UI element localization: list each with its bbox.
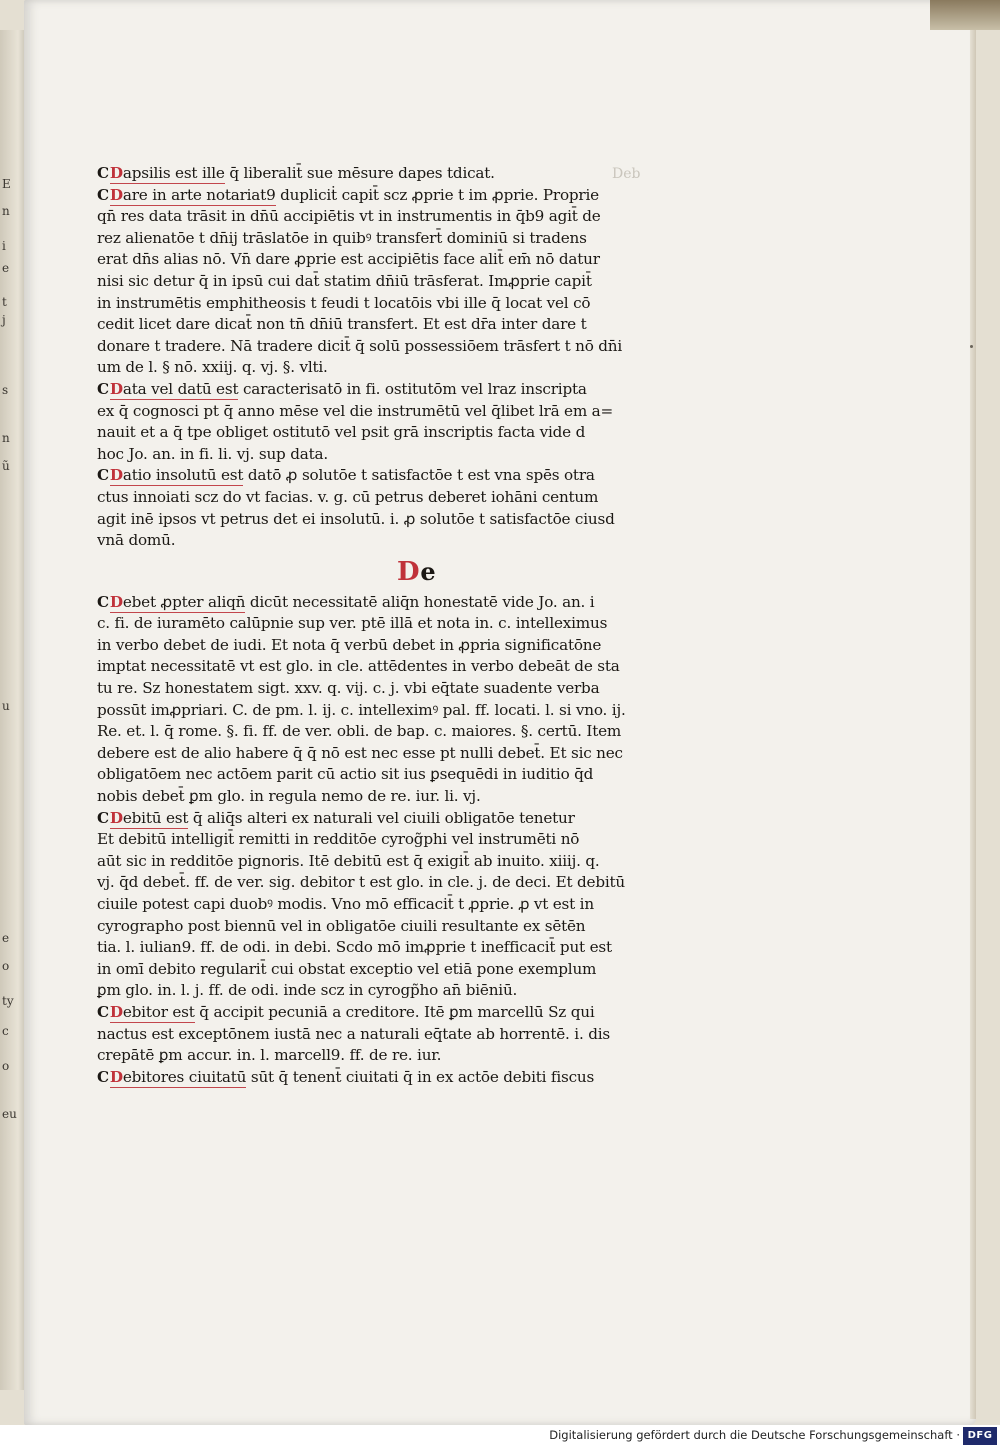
left-page-fragment: ty [2,994,14,1008]
entry-first-line [97,592,722,614]
line-text: ꝑm glo. in. l. j. ff. de odi. inde scz in cyrogp̃ho an̄ biēniū. [97,981,518,1000]
line-text: qn̄ res data trāsit in dn̄ū accipiētis vt in instrumentis in q̄b9 agit̄ de [97,207,601,226]
entry-line [97,959,722,981]
entry-line [97,743,722,765]
entry-line [97,872,722,894]
headword-text: are in arte notariat9 [122,185,276,204]
entry-line [97,249,722,271]
entry-line [97,916,722,938]
line-text: ciuile potest capi duobꝰ modis. Vno mō efficacit̄ t ꝓprie. ꝓ vt est in [97,895,594,913]
digitization-footer [0,1425,1000,1448]
entry-line [97,336,722,358]
entry-line [97,228,722,250]
line-text: nisi sic detur q̄ in ipsū cui dat̄ statim dn̄iū trāsferat. Imꝓprie capit̄ [97,271,592,290]
section-heading-de [97,552,722,592]
rubricated-initial: D [109,1067,123,1086]
headword-text: apsilis est ille [122,164,225,182]
entry-headword [110,164,225,184]
headword-text: ebitor est [122,1002,195,1021]
line-text: nauit et a q̄ tpe obliget ostitutō vel psit grā inscriptis facta vide d [97,423,586,442]
entry-line [97,1045,722,1067]
paragraph-mark: C [97,379,109,398]
headword-text: ata vel datū est [122,379,239,398]
text-column [97,163,722,1088]
entry-line [97,851,722,873]
entry-first-line [97,808,722,830]
line-text: q̄ aliq̄s alteri ex naturali vel ciuili obligatōe tenetur [188,808,575,827]
dictionary-entry [97,808,722,1002]
paragraph-mark: C [97,185,109,204]
line-text: obligatōem nec actōem parit cū actio sit ius ꝑsequēdi in iuditio q̄d [97,765,594,784]
left-page-fragment: eu [2,1107,17,1121]
headword-text: atio insolutū est [122,466,244,485]
line-text: erat dn̄s alias nō. Vn̄ dare ꝓprie est accipiētis face alit̄ em̄ nō datur [97,250,600,269]
dictionary-entry [97,379,722,465]
line-text: nobis debet̄ ꝑm glo. in regula nemo de re. iur. li. vj. [97,787,481,806]
entry-headword [110,186,276,206]
line-text: sūt q̄ tenent̄ ciuitati q̄ in ex actōe debiti fiscus [246,1067,595,1086]
entries-after-heading [97,592,722,1089]
left-page-fragment: o [2,959,10,973]
entries-before-heading [97,163,722,552]
line-text: nactus est exceptōnem iustā nec a naturali eq̄tate ab horrentē. i. dis [97,1024,610,1043]
entry-line [97,937,722,959]
line-text: in instrumētis emphitheosis t feudi t locatōis vbi ille q̄ locat vel cō [97,293,591,312]
entry-headword [110,593,245,613]
entry-line [97,206,722,228]
line-text: ctus innoiati scz do vt facias. v. g. cū petrus deberet iohāni centum [97,487,599,506]
entry-line [97,700,722,722]
entry-headword [110,466,243,486]
line-text: vj. q̄d debet̄. ff. de ver. sig. debitor t est glo. in cle. j. de deci. Et debitū [97,873,626,892]
line-text: Et debitū intelligit̄ remitti in redditōe cyrog̃phi vel instrumēti nō [97,830,580,849]
paragraph-mark: C [97,808,109,827]
line-text: imptat necessitatē vt est glo. in cle. attēdentes in verbo debeāt de sta [97,657,620,676]
dictionary-entry [97,185,722,379]
line-text: dupliciṫ capit̄ scz ꝓprie t im ꝓprie. Proprie [275,185,599,204]
entry-line [97,314,722,336]
line-text: Re. et. l. q̄ rome. §. fi. ff. de ver. obli. de bap. c. maiores. §. certū. Item [97,722,622,741]
entry-line [97,271,722,293]
line-text: in omī debito regularit̄ cui obstat exceptio vel etiā pone exemplum [97,959,597,978]
left-page-fragment: c [2,1024,9,1038]
entry-line [97,980,722,1002]
left-page-fragment: e [2,261,10,275]
paragraph-mark: C [97,592,109,611]
entry-first-line [97,379,722,401]
line-text: caracterisatō in fi. ostitutōm vel lraz inscripta [238,379,587,398]
page-fore-edge [970,4,976,1419]
left-page-fragment: n [2,204,10,218]
footer-credit: Digitalisierung gefördert durch die Deutsche Forschungsgemeinschaft · [549,1428,960,1442]
left-page-fragment: E [2,177,11,191]
line-text: donare t tradere. Nā tradere dicit̄ q̄ solū possessiōem trāsfert t nō dn̄i [97,336,623,355]
entry-line [97,894,722,916]
rubricated-initial: D [109,592,123,611]
entry-headword [110,380,238,400]
margin-dot [970,345,973,348]
entry-line [97,487,722,509]
dictionary-entry [97,163,722,185]
line-text: um de l. § nō. xxiij. q. vj. §. vlti. [97,358,328,377]
line-text: debere est de alio habere q̄ q̄ nō est nec esse pt nulli debet̄. Et sic nec [97,743,623,762]
paragraph-mark: C [97,466,109,485]
left-page-fragment: i [2,239,6,253]
entry-line [97,422,722,444]
left-page-fragment: o [2,1059,10,1073]
line-text: ex q̄ cognosci pt q̄ anno mēse vel die instrumētū vel q̄libet lrā em a= [97,401,614,420]
entry-first-line [97,1002,722,1024]
entry-line [97,509,722,531]
entry-line [97,786,722,808]
entry-line [97,293,722,315]
entry-line [97,721,722,743]
line-text: cyrographo post biennū vel in obligatōe ciuili resultante ex sētēn [97,916,586,935]
entry-headword [110,809,188,829]
line-text: hoc Jo. an. in fi. li. vj. sup data. [97,444,328,463]
entry-line [97,678,722,700]
entry-line [97,656,722,678]
heading-rubricated-initial: D [397,556,420,587]
line-text: vnā domū. [97,531,176,550]
entry-line [97,613,722,635]
dictionary-entry [97,1002,722,1067]
dictionary-entry [97,1067,722,1089]
headword-text: ebitū est [122,808,189,827]
rubricated-initial: D [109,379,123,398]
rubricated-initial: D [109,1002,123,1021]
entry-line [97,401,722,423]
entry-first-line [97,163,722,185]
dictionary-entry [97,592,722,808]
line-text: possūt imꝓpriari. C. de pm. l. ij. c. intelleximꝰ pal. ff. locati. l. si vno. ij. [97,700,626,719]
line-text: crepātē ꝑm accur. in. l. marcell9. ff. de re. iur. [97,1046,442,1065]
paragraph-mark: C [97,1002,109,1021]
line-text: c. fi. de iuramēto calūpnie sup ver. ptē illā et nota in. c. intelleximus [97,614,608,633]
dictionary-entry [97,465,722,551]
left-page-fragment: s [2,383,9,397]
entry-line [97,635,722,657]
entry-headword [110,1003,195,1023]
line-text: tu re. Sz honestatem sigt. xxv. q. vij. c. j. vbi eq̄tate suadente verba [97,679,600,698]
line-text: q̄ accipit pecuniā a creditore. Itē ꝑm marcellū Sz qui [194,1002,595,1021]
line-text: rez alienatōe t dn̄ij trāslatōe in quibꝰ transfert̄ dominiū si tradens [97,228,587,247]
rubricated-initial: D [109,185,123,204]
show-through-running-mark: Deb [612,166,641,182]
entry-line [97,530,722,552]
line-text: aūt sic in redditōe pignoris. Itē debitū est q̄ exigit̄ ab inuito. xiiij. q. [97,851,600,870]
headword-text: ebet ꝓpter aliqn̄ [122,592,246,611]
entry-line [97,829,722,851]
left-page-fragment: e [2,931,10,945]
entry-line [97,1024,722,1046]
line-text: cedit licet dare dicat̄ non tn̄ dn̄iū transfert. Et est dr̄a inter dare t [97,315,587,334]
paragraph-mark: C [97,1067,109,1086]
line-text: tia. l. iulian9. ff. de odi. in debi. Scdo mō imꝓprie t inefficacit̄ put est [97,938,612,957]
dfg-logo: DFG [963,1427,997,1445]
headword-text: ebitores ciuitatū [122,1067,247,1086]
entry-line [97,357,722,379]
rubricated-initial: D [109,164,123,182]
line-text: datō ꝓ solutōe t satisfactōe t est vna spēs otra [243,466,595,485]
left-page-fragment: ũ [2,459,10,473]
left-page-fragment: j [2,313,6,327]
line-text: q̄ liberalit̄ sue mēsure dapes tdicat. [224,164,495,182]
entry-line [97,764,722,786]
line-text: in verbo debet de iudi. Et nota q̄ verbū debet in ꝓpria significatōne [97,635,602,654]
entry-first-line [97,185,722,207]
left-page-fragment: t [2,295,7,309]
rubricated-initial: D [109,808,123,827]
line-text: dicūt necessitatē aliq̄n honestatē vide Jo. an. i [245,592,595,611]
entry-line [97,444,722,466]
left-page-fragment: n [2,431,10,445]
binding-top-edge [930,0,1000,30]
entry-first-line [97,1067,722,1089]
paragraph-mark: C [97,164,109,182]
entry-first-line [97,465,722,487]
line-text: agit inē ipsos vt petrus det ei insolutū. i. ꝓ solutōe t satisfactōe ciusd [97,509,615,528]
entry-headword [110,1068,246,1088]
left-page-fragment: u [2,699,10,713]
rubricated-initial: D [109,466,123,485]
heading-rest: e [420,556,436,586]
